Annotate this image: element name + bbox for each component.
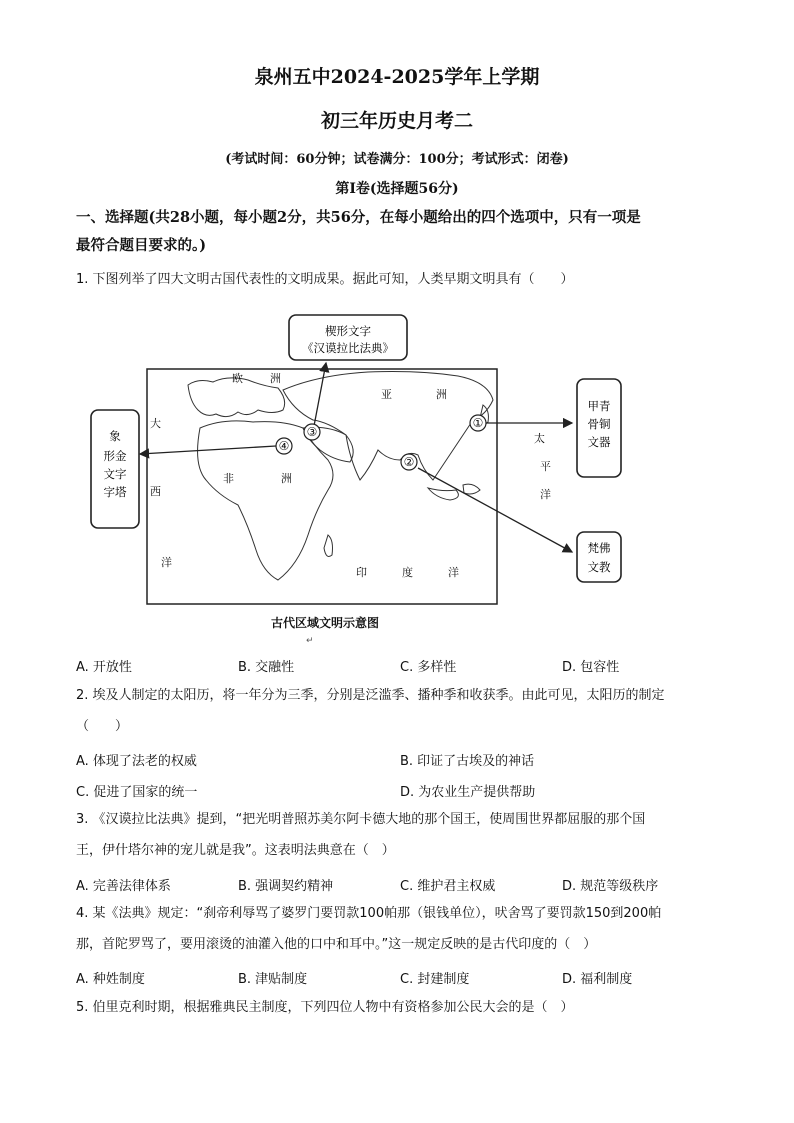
q2-option-b[interactable]: B. 印证了古埃及的神话 [400, 754, 535, 769]
q4-option-d[interactable]: D. 福利制度 [562, 972, 633, 987]
box-china-line3: 文器 [587, 435, 611, 449]
question-5-stem: 5. 伯里克利时期，根据雅典民主制度，下列四位人物中有资格参加公民大会的是（ ） [76, 1000, 574, 1015]
exam-title-subject: 初三年历史月考二 [320, 110, 473, 132]
q4-option-b[interactable]: B. 津贴制度 [238, 972, 308, 987]
map-frame [147, 369, 497, 604]
marker-3: ③ [306, 425, 318, 439]
part-title: 第Ⅰ卷(选择题56分) [335, 181, 459, 197]
q1-option-d[interactable]: D. 包容性 [562, 660, 620, 675]
ancient-civilization-map [88, 310, 648, 610]
marker-2: ② [403, 455, 415, 469]
marker-1: ① [472, 416, 484, 430]
region-label-da: 大 [150, 417, 161, 430]
region-label-ou: 欧 [232, 372, 243, 385]
exam-info: (考试时间：60分钟；试卷满分：100分；考试形式：闭卷) [225, 152, 569, 167]
marker-4: ④ [278, 439, 290, 453]
box-egypt-line4: 字塔 [103, 485, 127, 499]
box-china-line1: 甲青 [587, 399, 611, 413]
question-4-stem-line1: 4. 某《法典》规定：“刹帝利辱骂了婆罗门要罚款100帕那（银钱单位），吠舍骂了要罚款150到200帕 [76, 906, 662, 921]
box-china-line2: 骨铜 [587, 417, 611, 431]
region-label-tai: 太 [534, 432, 545, 445]
question-3-stem-line2: 王，伊什塔尔神的宠儿就是我”。这表明法典意在（ ） [76, 843, 395, 858]
map-caption: 古代区域文明示意图 [270, 616, 379, 630]
box-india [577, 532, 621, 582]
box-cuneiform-line1: 楔形文字 [325, 324, 371, 338]
region-label-yin: 印 [356, 566, 367, 579]
box-cuneiform-line2: 《汉谟拉比法典》 [302, 341, 394, 355]
box-india-line1: 梵佛 [587, 541, 611, 555]
region-label-zhou-eu: 洲 [270, 372, 281, 385]
q1-option-c[interactable]: C. 多样性 [400, 660, 457, 675]
q2-option-a[interactable]: A. 体现了法老的权威 [76, 754, 197, 769]
question-1-stem: 1. 下图列举了四大文明古国代表性的文明成果。据此可知，人类早期文明具有（ ） [76, 272, 574, 287]
q1-option-a[interactable]: A. 开放性 [76, 660, 132, 675]
region-label-xi: 西 [150, 485, 161, 498]
q3-option-c[interactable]: C. 维护君主权威 [400, 879, 496, 894]
section-heading-line2: 最符合题目要求的。) [76, 237, 207, 254]
q4-option-c[interactable]: C. 封建制度 [400, 972, 470, 987]
region-label-ping: 平 [540, 460, 551, 473]
q4-option-a[interactable]: A. 种姓制度 [76, 972, 145, 987]
region-label-yang-atl: 洋 [161, 556, 172, 569]
question-4-stem-line2: 那，首陀罗骂了，要用滚烫的油灌入他的口中和耳中。”这一规定反映的是古代印度的（ ） [76, 937, 597, 952]
q1-option-b[interactable]: B. 交融性 [238, 660, 295, 675]
region-label-du: 度 [402, 566, 413, 579]
question-2-stem-line2: （ ） [76, 719, 129, 734]
q3-option-a[interactable]: A. 完善法律体系 [76, 879, 171, 894]
q3-option-d[interactable]: D. 规范等级秩序 [562, 879, 659, 894]
box-egypt-line3: 文字 [103, 467, 127, 481]
region-label-yang-pac: 洋 [540, 488, 551, 501]
region-label-yang-ind: 洋 [448, 566, 459, 579]
q3-option-b[interactable]: B. 强调契约精神 [238, 879, 334, 894]
region-label-ya: 亚 [381, 388, 392, 401]
box-india-line2: 文教 [587, 560, 611, 574]
return-mark: ↵ [306, 636, 314, 646]
q2-option-d[interactable]: D. 为农业生产提供帮助 [400, 785, 536, 800]
region-label-zhou-asia: 洲 [436, 388, 447, 401]
box-egypt-line2: 形金 [103, 449, 127, 463]
section-heading-line1: 一、选择题(共28小题，每小题2分，共56分，在每小题给出的四个选项中，只有一项是 [76, 209, 641, 226]
exam-title-school: 泉州五中2024-2025学年上学期 [254, 66, 540, 88]
box-egypt-line1: 象 [109, 429, 121, 443]
region-label-fei: 非 [223, 472, 234, 485]
q2-option-c[interactable]: C. 促进了国家的统一 [76, 785, 198, 800]
question-3-stem-line1: 3. 《汉谟拉比法典》提到，“把光明普照苏美尔阿卡德大地的那个国王，使周围世界都屈服的那个国 [76, 812, 646, 827]
question-2-stem-line1: 2. 埃及人制定的太阳历，将一年分为三季，分别是泛滥季、播种季和收获季。由此可见，太阳历的制定 [76, 688, 665, 703]
region-label-zhou-af: 洲 [281, 472, 292, 485]
